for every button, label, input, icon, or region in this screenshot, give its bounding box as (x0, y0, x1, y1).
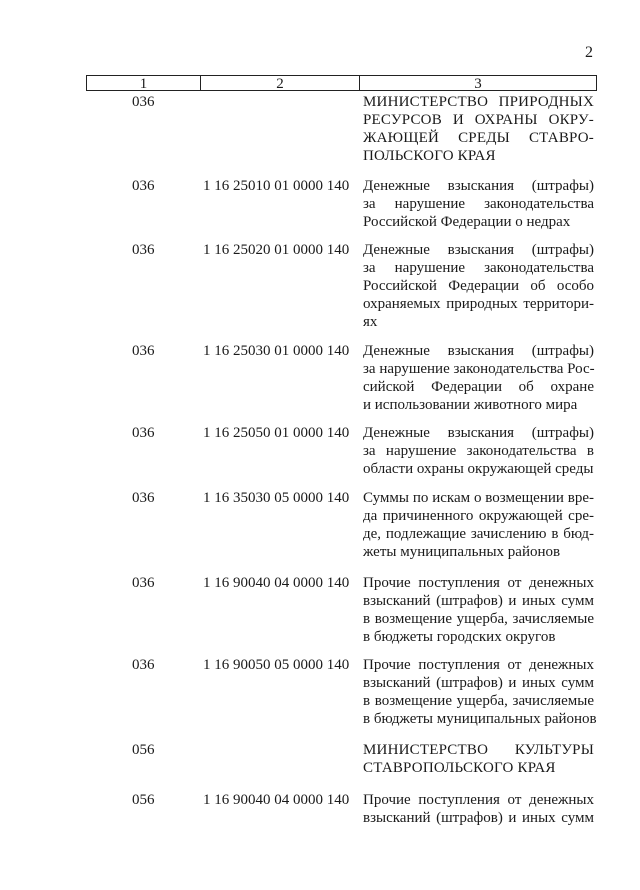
revenue-code: 1 16 90040 04 0000 140 (203, 792, 350, 808)
revenue-code: 1 16 25020 01 0000 140 (203, 242, 350, 258)
name-line: Российской Федерации об особо (363, 278, 594, 294)
revenue-name (363, 574, 594, 646)
revenue-code: 1 16 90040 04 0000 140 (203, 575, 350, 591)
name-line: области охраны окружающей среды (363, 461, 594, 477)
name-line: ях (363, 314, 378, 330)
name-line: МИНИСТЕРСТВО КУЛЬТУРЫ (363, 742, 594, 758)
name-line: за нарушение законодательства Рос- (363, 361, 595, 377)
name-line: МИНИСТЕРСТВО ПРИРОДНЫХ (363, 94, 594, 110)
revenue-name (363, 791, 594, 827)
revenue-name (363, 424, 594, 478)
admin-code: 036 (132, 425, 155, 441)
name-line: ПОЛЬСКОГО КРАЯ (363, 148, 496, 164)
revenue-name (363, 489, 594, 561)
admin-code: 036 (132, 178, 155, 194)
admin-code: 036 (132, 94, 155, 110)
name-line: и использовании животного мира (363, 397, 578, 413)
revenue-name (363, 656, 597, 728)
admin-code: 036 (132, 242, 155, 258)
name-line: взысканий (штрафов) и иных сумм (363, 593, 594, 609)
revenue-code: 1 16 90050 05 0000 140 (203, 657, 350, 673)
name-line: Прочие поступления от денежных (363, 575, 594, 591)
revenue-code: 1 16 35030 05 0000 140 (203, 490, 350, 506)
name-line: СТАВРОПОЛЬСКОГО КРАЯ (363, 760, 556, 776)
header-col-2: 2 (201, 76, 360, 90)
name-line: Денежные взыскания (штрафы) (363, 425, 594, 441)
name-line: в возмещение ущерба, зачисляемые (363, 611, 594, 627)
page-number: 2 (585, 44, 593, 61)
name-line: сийской Федерации об охране (363, 379, 594, 395)
name-line: взысканий (штрафов) и иных сумм (363, 810, 594, 826)
revenue-name (363, 93, 594, 165)
name-line: де, подлежащие зачислению в бюд- (363, 526, 594, 542)
revenue-name (363, 241, 594, 331)
name-line: в бюджеты муниципальных районов (363, 711, 597, 727)
revenue-name (363, 741, 594, 777)
name-line: Прочие поступления от денежных (363, 657, 594, 673)
name-line: жеты муниципальных районов (363, 544, 561, 560)
admin-code: 056 (132, 792, 155, 808)
name-line: охраняемых природных территори- (363, 296, 594, 312)
admin-code: 056 (132, 742, 155, 758)
name-line: Российской Федерации о недрах (363, 214, 571, 230)
header-col-1: 1 (87, 76, 201, 90)
admin-code: 036 (132, 490, 155, 506)
admin-code: 036 (132, 575, 155, 591)
admin-code: 036 (132, 343, 155, 359)
name-line: в бюджеты городских округов (363, 629, 556, 645)
name-line: да причиненного окружающей сре- (363, 508, 594, 524)
name-line: ЖАЮЩЕЙ СРЕДЫ СТАВРО- (363, 130, 594, 146)
name-line: РЕСУРСОВ И ОХРАНЫ ОКРУ- (363, 112, 594, 128)
revenue-code: 1 16 25050 01 0000 140 (203, 425, 350, 441)
header-col-3: 3 (474, 76, 482, 92)
name-line: Денежные взыскания (штрафы) (363, 343, 594, 359)
name-line: за нарушение законодательства в (363, 443, 594, 459)
name-line: Суммы по искам о возмещении вре- (363, 490, 594, 506)
name-line: в возмещение ущерба, зачисляемые (363, 693, 594, 709)
name-line: за нарушение законодательства (363, 260, 594, 276)
admin-code: 036 (132, 657, 155, 673)
name-line: Прочие поступления от денежных (363, 792, 594, 808)
revenue-code: 1 16 25030 01 0000 140 (203, 343, 350, 359)
revenue-name (363, 342, 594, 414)
name-line: взысканий (штрафов) и иных сумм (363, 675, 594, 691)
name-line: Денежные взыскания (штрафы) (363, 242, 594, 258)
name-line: за нарушение законодательства (363, 196, 594, 212)
table-header (86, 75, 597, 91)
revenue-name (363, 177, 594, 231)
name-line: Денежные взыскания (штрафы) (363, 178, 594, 194)
revenue-code: 1 16 25010 01 0000 140 (203, 178, 350, 194)
